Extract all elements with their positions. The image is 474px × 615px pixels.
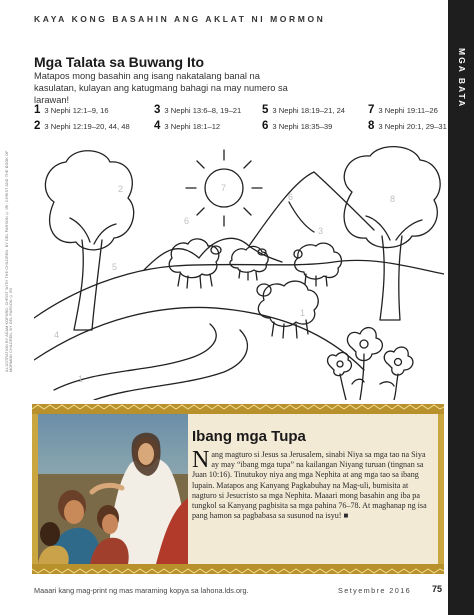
region-number: 5 xyxy=(112,262,118,272)
sheep xyxy=(169,239,221,288)
activity-instructions: Matapos mong basahin ang isang nakatalang banal na kasulatan, kulayan ang katugmang bahagi na may numero sa larawan! xyxy=(34,71,288,105)
reference-item: 4 3 Nephi 18:1–12 xyxy=(154,120,221,132)
coloring-illustration[interactable] xyxy=(34,140,444,400)
story-body: Nang magturo si Jesus sa Jerusalem, sinabi Niya sa mga tao na Siya ay may “ibang mga tupa” na kailangan Niyang turuan (tingnan sa Juan 10:16). Tinutukoy niya ang mga Nephita at ang mga tao sa ibang lupain. Matapos ang Kanyang Pagkabuhay na Mag-uli, bumisita at nagturo si Jesucristo sa mga Nephita. Maaari mong basahin ang iba pa tungkol sa Kanyang pagbisita sa mga pahina 76–78. At maghanap ng isa pang hamon sa pagbabasa sa susunod na isyu! ■ xyxy=(192,447,427,521)
scripture-reference-list xyxy=(34,104,447,138)
hill-line xyxy=(34,260,444,318)
flowers xyxy=(328,328,413,400)
reference-item: 8 3 Nephi 20:1, 29–31 xyxy=(368,120,447,132)
header-bar xyxy=(0,0,474,36)
drop-cap: N xyxy=(192,447,210,473)
christ-with-children-painting xyxy=(38,414,188,564)
section-tab xyxy=(448,0,474,615)
region-number: 3 xyxy=(318,226,324,236)
sheep xyxy=(230,246,268,280)
left-tree-trunk xyxy=(74,240,102,330)
story-content xyxy=(38,414,438,564)
reference-item: 2 3 Nephi 12:19–20, 44, 48 xyxy=(34,120,130,132)
reference-item: 1 3 Nephi 12:1–9, 16 xyxy=(34,104,109,116)
region-number: 2 xyxy=(118,184,124,194)
reference-item: 3 3 Nephi 13:6–8, 19–21 xyxy=(154,104,242,116)
section-tab-label: MGA BATA xyxy=(457,48,467,109)
reference-item: 5 3 Nephi 18:19–21, 24 xyxy=(262,104,346,116)
river xyxy=(54,324,247,400)
sheep xyxy=(257,281,318,338)
region-number: 6 xyxy=(288,192,294,202)
reference-item: 7 3 Nephi 19:11–26 xyxy=(368,104,438,116)
decorative-border-top xyxy=(32,404,444,414)
region-number: 6 xyxy=(184,216,190,226)
left-tree-crown xyxy=(45,151,133,250)
right-tree-trunk xyxy=(380,236,402,320)
region-number: 4 xyxy=(54,330,60,340)
region-number: 8 xyxy=(390,194,396,204)
story-panel xyxy=(32,404,444,574)
activity-title: Mga Talata sa Buwang Ito xyxy=(34,54,205,70)
issue-date: Setyembre 2016 xyxy=(338,586,412,595)
decorative-border-bottom xyxy=(32,564,444,574)
region-number: 1 xyxy=(300,308,306,318)
page-number: 75 xyxy=(432,584,443,594)
series-title: KAYA KONG BASAHIN ANG AKLAT NI MORMON xyxy=(34,14,326,24)
story-title: Ibang mga Tupa xyxy=(192,428,306,445)
region-number: 7 xyxy=(221,183,227,193)
reference-item: 6 3 Nephi 18:35–39 xyxy=(262,120,333,132)
region-number: 1 xyxy=(78,374,84,384)
illustration-credit: ILLUSTRATION BY ADAM KOFORD; CHRIST WITH THE CHILDREN, BY DEL PARSON © IRI; CHRIST AND THE BOOK OF MORMON CHILDREN, BY DEL PARSON © IRI xyxy=(5,150,13,372)
footer-note: Maaari kang mag-print ng mas maraming kopya sa lahona.lds.org. xyxy=(34,586,249,595)
